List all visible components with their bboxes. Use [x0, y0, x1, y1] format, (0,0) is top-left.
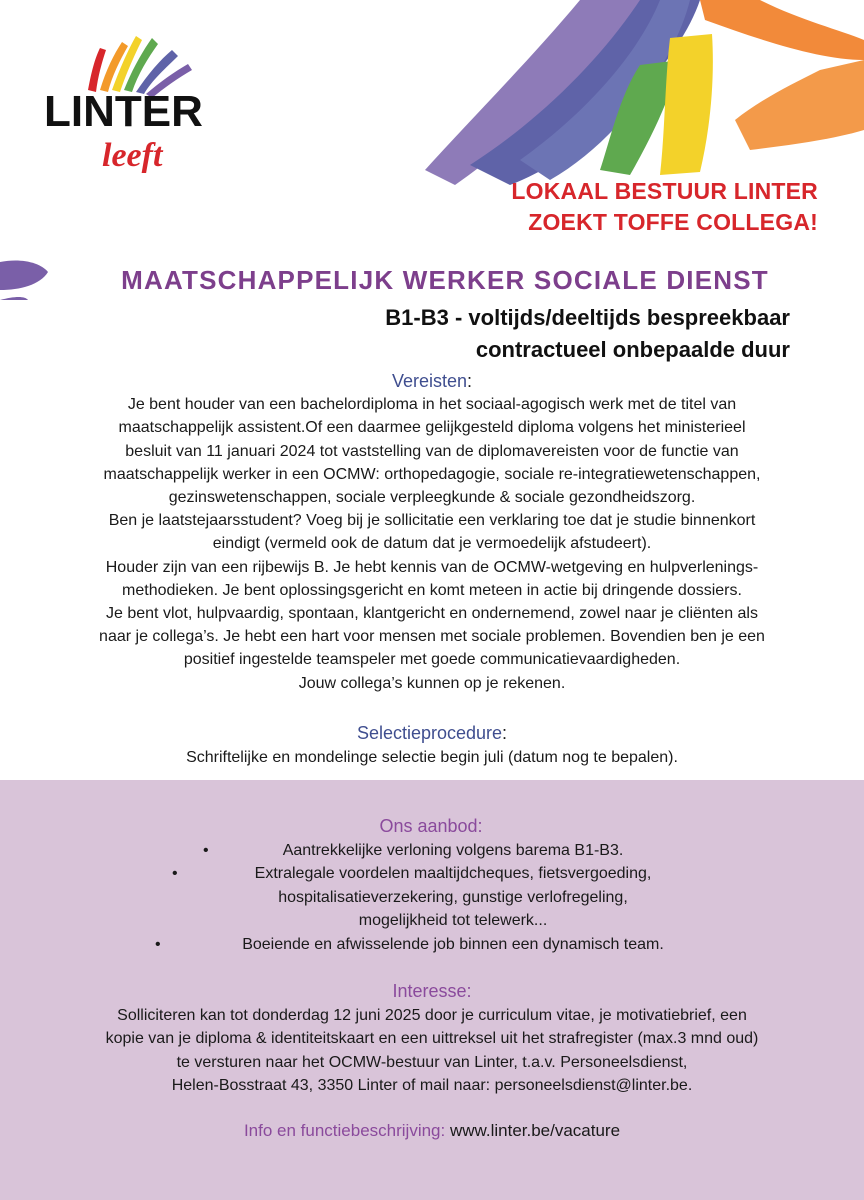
job-subtitle [385, 302, 790, 366]
tagline [418, 176, 818, 238]
requirements-line: naar je collega’s. Je hebt een hart voor mensen met sociale problemen. Bovendien ben je een [99, 628, 765, 646]
linter-logo [40, 18, 240, 188]
requirements-line: positief ingestelde teamspeler met goede communicatievaardigheden. [183, 651, 681, 669]
tagline-line-2: ZOEKT TOFFE COLLEGA! [528, 209, 818, 235]
stroke-orange-top [700, 0, 864, 60]
selection-text: Schriftelijke en mondelinge selectie begin juli (datum nog te bepalen). [186, 748, 678, 766]
offer-item-line: Extralegale voordelen maaltijdcheques, fietsvergoeding, [254, 865, 652, 882]
offer-heading: Ons aanbod: [379, 816, 483, 836]
offer-item-line: mogelijkheid tot telewerk... [358, 912, 548, 929]
requirements-heading: Vereisten: [391, 371, 473, 391]
selection-heading: Selectieprocedure: [356, 723, 508, 743]
offer-item [0, 933, 864, 957]
bullet: • [172, 865, 178, 882]
interest-line: te versturen naar het OCMW-bestuur van Linter, t.a.v. Personeelsdienst, [176, 1053, 688, 1071]
stroke-orange [735, 60, 864, 150]
selection-heading-text: Selectieprocedure [356, 723, 503, 743]
requirements-line: Ben je laatstejaarsstudent? Voeg bij je sollicitatie een verklaring toe dat je studie binnenkort [108, 512, 756, 530]
requirements-line: gezinswetenschappen, sociale verpleegkunde & sociale gezondheidszorg. [168, 489, 696, 507]
requirements-line: Houder zijn van een rijbewijs B. Je hebt kennis van de OCMW-wetgeving en hulpverlenings- [105, 558, 759, 576]
interest-line [18, 1074, 846, 1098]
requirements-line: besluit van 11 januari 2024 tot vaststelling van de diplomavereisten voor de functie van [125, 442, 739, 460]
interest-line: kopie van je diploma & identiteitskaart en een uittreksel uit het strafregister (max.3 mnd oud) [105, 1030, 759, 1047]
info-url-link[interactable]: www.linter.be/vacature [449, 1121, 621, 1140]
tagline-line-1: LOKAAL BESTUUR LINTER [511, 178, 818, 204]
requirements-line: maatschappelijk werker in een OCMW: orthopedagogie, sociale re-integratiewetenschappen, [103, 465, 761, 483]
logo-wordmark: LINTER [44, 87, 203, 136]
logo-mark [40, 18, 240, 188]
info-label: Info en functiebeschrijving [243, 1121, 441, 1140]
bullet: • [203, 841, 209, 859]
offer-item-line: Boeiende en afwisselende job binnen een dynamisch team. [242, 935, 664, 953]
job-subtitle-line-2: contractueel onbepaalde duur [475, 337, 790, 362]
offer-item-line: Aantrekkelijke verloning volgens barema B1-B3. [282, 841, 624, 859]
requirements-line: Je bent houder van een bachelordiploma in het sociaal-agogisch werk met de titel van [127, 396, 737, 414]
interest-heading: Interesse: [392, 981, 472, 1001]
info-separator: : [440, 1121, 446, 1140]
requirements-section [18, 370, 846, 695]
interest-section [18, 980, 846, 1098]
requirements-line: methodieken. Je bent oplossingsgericht en komt meteen in actie bij dringende dossiers. [122, 581, 742, 599]
interest-address[interactable]: Helen-Bosstraat 43, 3350 Linter of mail naar: personeelsdienst@linter.be. [171, 1077, 693, 1094]
requirements-line: Je bent vlot, hulpvaardig, spontaan, klantgericht en ondernemend, zowel naar je cliënten als [106, 605, 758, 623]
requirements-line: eindigt (vermeld ook de datum dat je vermoedelijk afstudeert). [212, 535, 652, 553]
offer-section [0, 815, 864, 956]
offer-item [0, 862, 864, 933]
info-line [0, 1121, 864, 1141]
job-title: MAATSCHAPPELIJK WERKER SOCIALE DIENST [121, 265, 769, 295]
offer-list [0, 839, 864, 957]
bullet: • [155, 935, 161, 953]
offer-item [0, 839, 864, 863]
logo-script: leeft [102, 137, 163, 174]
requirements-line: Jouw collega’s kunnen op je rekenen. [298, 674, 566, 692]
interest-line: Solliciteren kan tot donderdag 12 juni 2025 door je curriculum vitae, je motivatiebrief, een [117, 1006, 747, 1024]
requirements-line: maatschappelijk assistent.Of een daarmee gelijkgesteld diploma volgens het ministerieel [118, 419, 746, 437]
offer-item-line: hospitalisatieverzekering, gunstige verlofregeling, [278, 888, 628, 906]
selection-section [18, 722, 846, 769]
stroke-purple-left-small [0, 297, 28, 300]
job-subtitle-line-1: B1-B3 - voltijds/deeltijds bespreekbaar [385, 305, 790, 330]
requirements-heading-text: Vereisten [391, 371, 468, 391]
